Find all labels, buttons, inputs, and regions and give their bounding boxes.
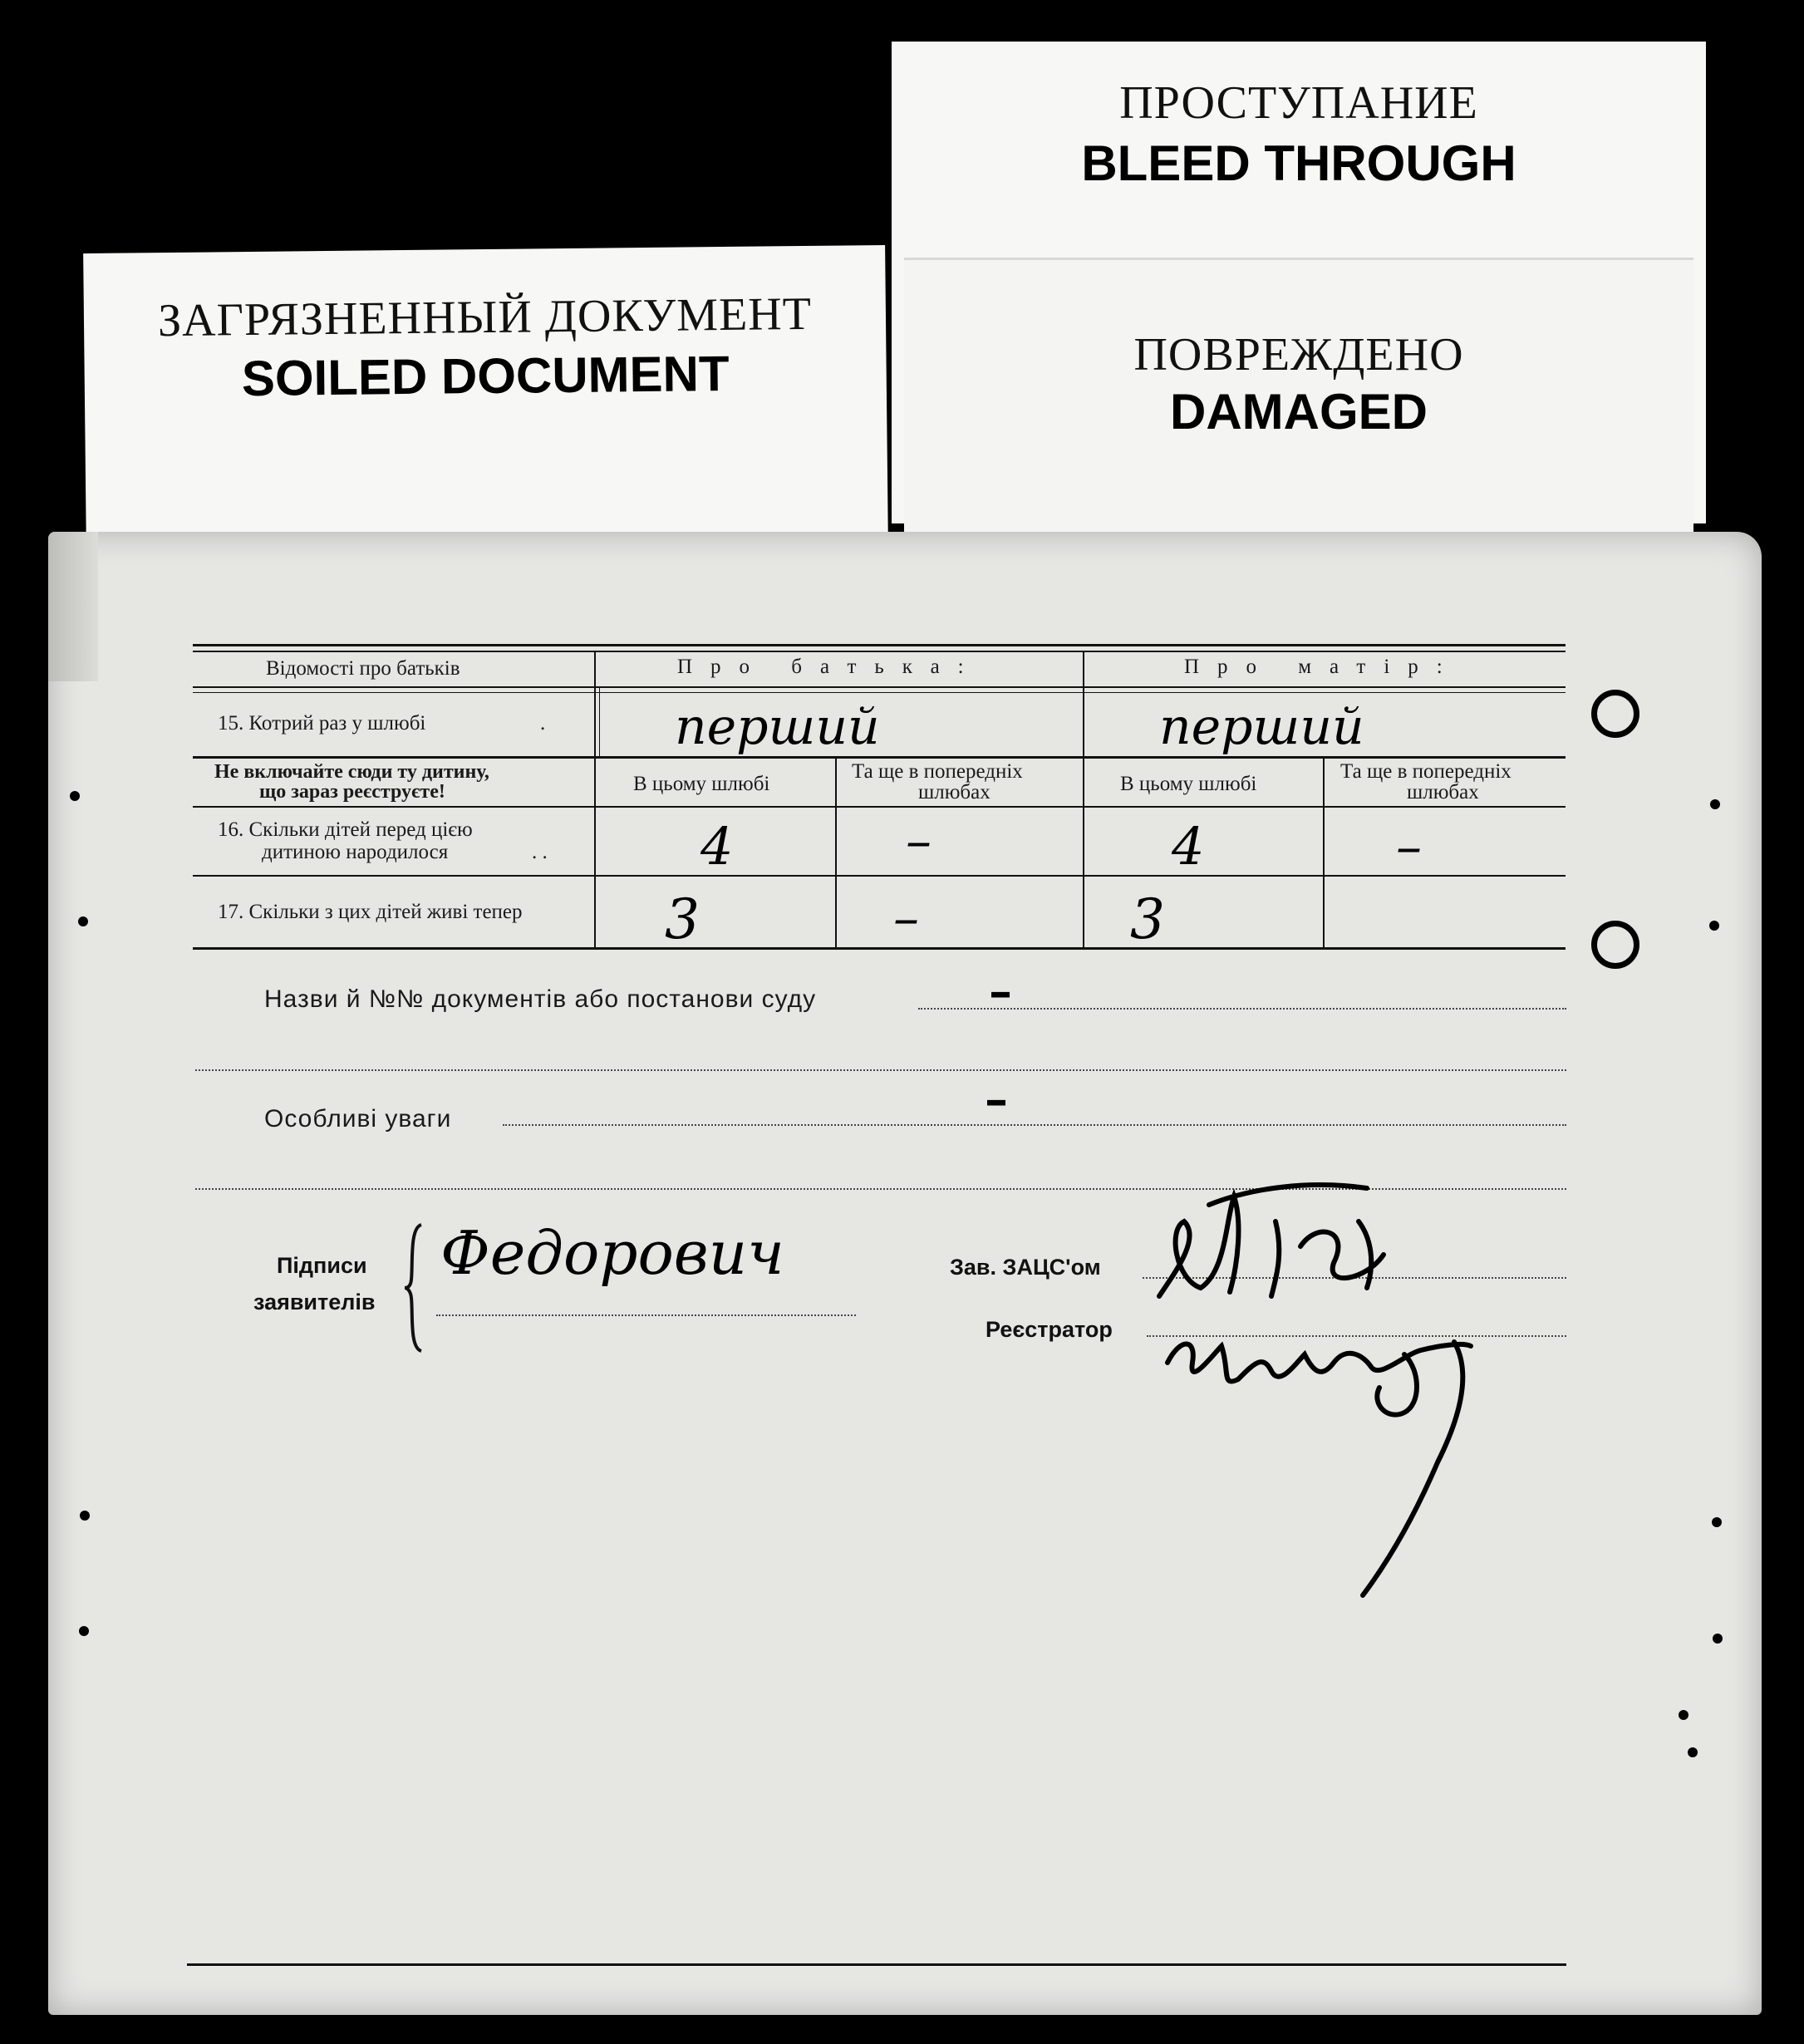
table-rule	[193, 686, 1566, 688]
subheader-note-line1: Не включайте сюди ту дитину,	[214, 761, 489, 783]
applicants-brace	[403, 1221, 428, 1354]
documents-line	[918, 1008, 1566, 1010]
subheader-mother-prev-line2: шлюбах	[1407, 781, 1479, 803]
table-vrule	[594, 651, 596, 950]
row15-father-value: перший	[675, 698, 880, 756]
punch-hole	[70, 791, 80, 801]
registrar-signature	[1155, 1321, 1554, 1604]
table-rule	[193, 756, 1566, 759]
damaged-card	[904, 258, 1693, 543]
documents-line-2	[195, 1069, 1566, 1071]
subheader-note-line2: що зараз реєструєте!	[259, 781, 445, 803]
punch-hole	[78, 916, 88, 926]
punch-hole	[1688, 1747, 1698, 1757]
documents-label: Назви й №№ документів або постанови суду	[264, 985, 817, 1013]
row17-mother-this: 3	[1130, 887, 1165, 951]
registrar-label: Реєстратор	[986, 1317, 1113, 1342]
punch-hole	[1712, 1517, 1722, 1527]
applicant-signature: Федорович	[440, 1218, 784, 1288]
row15-mother-value: перший	[1159, 698, 1364, 756]
table-vrule	[1323, 756, 1325, 950]
punch-hole	[1710, 799, 1720, 809]
row15-label: 15. Котрий раз у шлюбі	[218, 712, 426, 735]
punch-hole-ring	[1591, 690, 1639, 738]
page-bottom-rule	[187, 1963, 1566, 1966]
row15-dots: .	[540, 712, 546, 735]
soiled-document-card	[83, 245, 888, 553]
remarks-value: –	[985, 1072, 1008, 1127]
punch-hole-ring	[1591, 921, 1639, 969]
subheader-father-prev-line2: шлюбах	[918, 781, 990, 803]
row16-label-line1: 16. Скільки дітей перед цією	[218, 818, 473, 841]
page-curl	[48, 532, 98, 681]
table-top-rule-2	[193, 651, 1566, 652]
applicants-signature-line	[436, 1314, 856, 1316]
row17-label: 17. Скільки з цих дітей живі тепер	[218, 901, 523, 923]
soiled-card-english: SOILED DOCUMENT	[241, 345, 730, 407]
subheader-mother-prev-line1: Та ще в попередніх	[1340, 760, 1512, 783]
punch-hole	[80, 1511, 90, 1521]
table-bottom-rule	[193, 947, 1566, 950]
header-parents-info: Відомості про батьків	[266, 657, 460, 680]
header-father: Про батька:	[677, 656, 982, 678]
bleed-card-english: BLEED THROUGH	[1081, 135, 1516, 191]
row17-father-this: 3	[665, 887, 700, 951]
row16-father-prev: –	[906, 810, 931, 871]
row16-mother-prev: –	[1396, 816, 1422, 877]
table-vrule	[835, 756, 837, 950]
punch-hole	[79, 1626, 89, 1636]
applicants-signatures-label-line1: Підписи	[277, 1253, 367, 1278]
header-mother: Про матір:	[1184, 656, 1461, 678]
table-rule	[193, 875, 1566, 877]
remarks-line	[503, 1124, 1566, 1126]
punch-hole	[1713, 1634, 1723, 1644]
row17-father-prev: –	[893, 887, 919, 948]
registry-head-signature	[1151, 1172, 1433, 1313]
table-top-rule	[193, 644, 1566, 646]
punch-hole	[1709, 921, 1719, 931]
bleed-card-russian: ПРОСТУПАНИЕ	[1119, 77, 1478, 129]
soiled-card-russian: ЗАГРЯЗНЕННЫЙ ДОКУМЕНТ	[157, 287, 813, 347]
applicants-signatures-label-line2: заявителів	[253, 1290, 376, 1314]
subheader-mother-this: В цьому шлюбі	[1120, 773, 1257, 795]
damaged-card-english: DAMAGED	[1170, 384, 1428, 440]
subheader-father-prev-line1: Та ще в попередніх	[852, 760, 1023, 783]
table-vrule	[599, 686, 600, 758]
table-rule	[193, 806, 1566, 808]
row16-label-line2: дитиною народилося	[262, 841, 449, 863]
damaged-card-russian: ПОВРЕЖДЕНО	[1133, 329, 1464, 381]
punch-hole	[1679, 1710, 1688, 1720]
remarks-label: Особливі уваги	[264, 1105, 452, 1133]
table-vrule	[1083, 651, 1084, 950]
row16-father-this: 4	[700, 816, 734, 877]
row16-mother-this: 4	[1172, 816, 1205, 877]
subheader-father-this: В цьому шлюбі	[633, 773, 770, 795]
table-rule	[193, 692, 1566, 693]
row16-dots: . .	[532, 841, 548, 863]
documents-value: –	[989, 964, 1012, 1019]
registry-head-label: Зав. ЗАЦС'ом	[950, 1255, 1101, 1280]
